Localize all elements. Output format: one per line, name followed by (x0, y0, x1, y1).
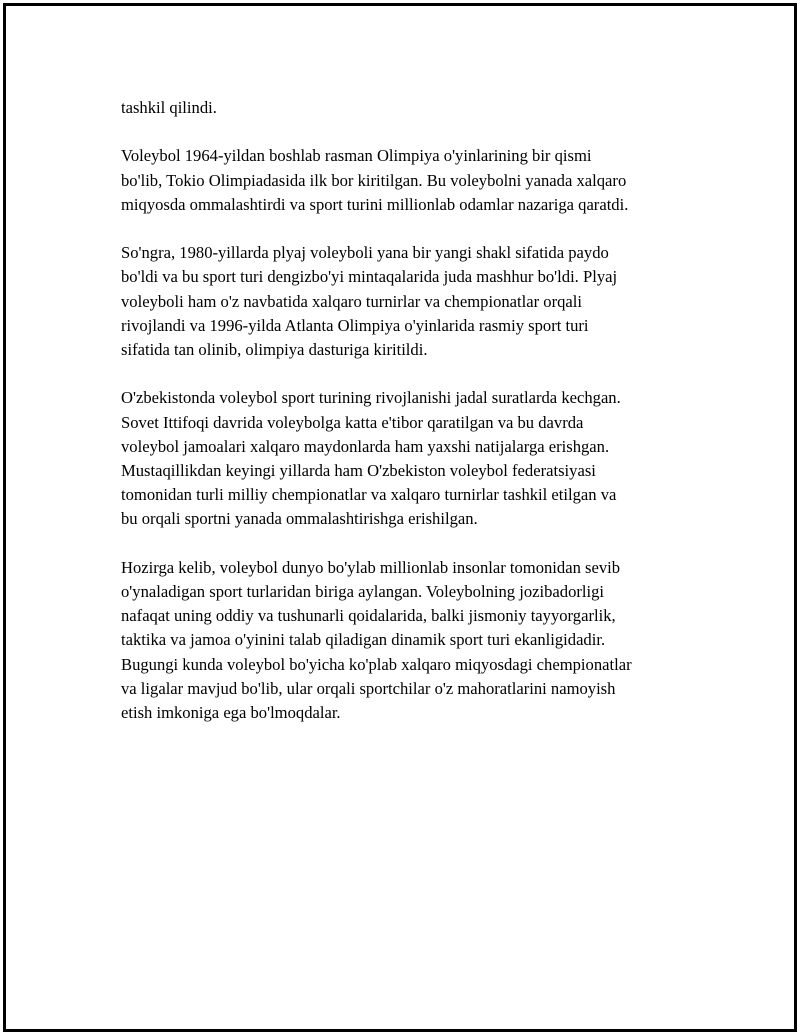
text-line: So'ngra, 1980-yillarda plyaj voleyboli yana bir yangi shakl sifatida paydo (121, 243, 609, 263)
text-line: bo'lib, Tokio Olimpiadasida ilk bor kiritilgan. Bu voleybolni yanada xalqaro (121, 170, 627, 190)
text-line: va ligalar mavjud bo'lib, ular orqali sportchilar o'z mahoratlarini namoyish (121, 678, 616, 698)
text-line: tashkil qilindi. (121, 98, 217, 117)
paragraph-1 (121, 96, 701, 120)
text-line: O'zbekistonda voleybol sport turining rivojlanishi jadal suratlarda kechgan. (121, 388, 621, 408)
text-line: Voleybol 1964-yildan boshlab rasman Olimpiya o'yinlarining bir qismi (121, 146, 592, 166)
text-line: tomonidan turli milliy chempionatlar va xalqaro turnirlar tashkil etilgan va (121, 485, 617, 505)
text-line: voleybol jamoalari xalqaro maydonlarda ham yaxshi natijalarga erishgan. (121, 436, 610, 456)
text-line: miqyosda ommalashtirdi va sport turini millionlab odamlar nazariga qaratdi. (121, 194, 629, 214)
text-line: rivojlandi va 1996-yilda Atlanta Olimpiya o'yinlarida rasmiy sport turi (121, 315, 589, 335)
paragraph-4 (121, 386, 701, 531)
text-line: voleyboli ham o'z navbatida xalqaro turnirlar va chempionatlar orqali (121, 291, 582, 311)
text-line: nafaqat uning oddiy va tushunarli qoidalarida, balki jismoniy tayyorgarlik, (121, 606, 616, 626)
document-body (121, 96, 701, 749)
text-line: Bugungi kunda voleybol bo'yicha ko'plab xalqaro miqyosdagi chempionatlar (121, 654, 632, 674)
paragraph-5 (121, 556, 701, 725)
text-line: Sovet Ittifoqi davrida voleybolga katta e'tibor qaratilgan va bu davrda (121, 412, 584, 432)
text-line: Mustaqillikdan keyingi yillarda ham O'zbekiston voleybol federatsiyasi (121, 461, 596, 480)
text-line: bu orqali sportni yanada ommalashtirishga erishilgan. (121, 509, 478, 529)
text-line: sifatida tan olinib, olimpiya dasturiga kiritildi. (121, 340, 428, 359)
text-line: etish imkoniga ega bo'lmoqdalar. (121, 703, 341, 723)
text-line: Hozirga kelib, voleybol dunyo bo'ylab millionlab insonlar tomonidan sevib (121, 557, 621, 577)
text-line: taktika va jamoa o'yinini talab qiladigan dinamik sport turi ekanligidadir. (121, 630, 606, 650)
paragraph-3 (121, 241, 701, 362)
text-line: bo'ldi va bu sport turi dengizbo'yi mintaqalarida juda mashhur bo'ldi. Plyaj (121, 267, 618, 287)
text-line: o'ynaladigan sport turlaridan biriga aylangan. Voleybolning jozibadorligi (121, 582, 605, 601)
paragraph-2 (121, 144, 701, 217)
document-page (3, 3, 797, 1032)
